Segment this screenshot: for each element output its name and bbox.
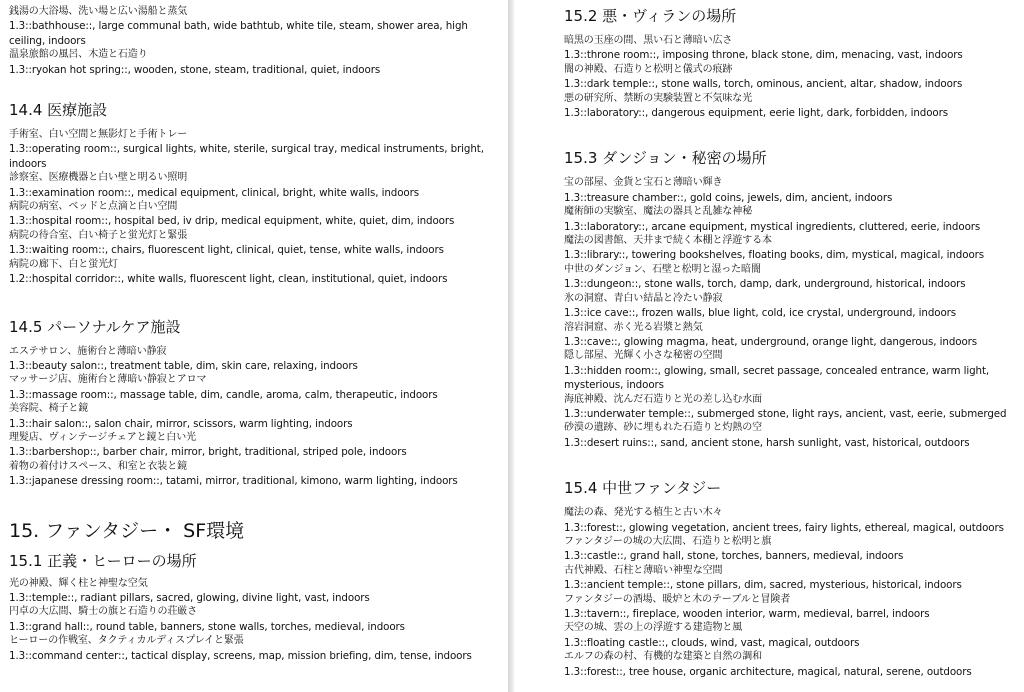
entry-ja: 病院の病室、ベッドと点滴と白い空間 [9,201,178,213]
entry-prompt: 1.3::tavern::, fireplace, wooden interior, warm, medieval, barrel, indoors [564,608,930,620]
entry-ja: 銭湯の大浴場、洗い場と広い湯船と蒸気 [9,6,188,17]
entry-ja: 診察室、医療機器と白い壁と明るい照明 [9,172,188,184]
entry-ja: ヒーローの作戦室、タクティカルディスプレイと緊張 [9,635,244,647]
entry-ja: 着物の着付けスペース、和室と衣装と鏡 [9,460,187,472]
entry-prompt: 1.3::massage room::, massage table, dim, candle, aroma, calm, therapeutic, indoors [9,388,438,401]
entry-ja: 古代神殿、石柱と薄暗い神聖な空間 [564,564,723,576]
entry-prompt: 1.3::desert ruins::, sand, ancient stone, harsh sunlight, vast, historical, outdoors [564,436,970,449]
entry-ja: 温泉旅館の風呂、木造と石造り [9,49,148,61]
section-15-4-entries [564,506,1016,679]
entry-prompt: 1.3::forest::, tree house, organic architecture, magical, natural, serene, outdoors [564,665,972,678]
entry-ja: 理髪店、ヴィンテージチェアと鏡と白い光 [9,431,196,443]
entry-ja: 魔法の森、発光する植生と古い木々 [564,507,723,519]
entry-prompt: 1.2::hospital corridor::, white walls, fluorescent light, clean, institutional, quiet, indoors [9,273,448,286]
entry-prompt: 1.3::beauty salon::, treatment table, dim, skin care, relaxing, indoors [9,359,358,372]
entry-ja: 美容院、椅子と鏡 [9,403,89,415]
section-heading-14-4: 14.4 医療施設 [9,101,108,120]
entry-prompt: 1.3::hair salon::, salon chair, mirror, scissors, warm lighting, indoors [9,417,353,430]
entry-prompt: 1.3::operating room::, surgical lights, white, sterile, surgical tray, medical instruments, bright, indoors [9,143,484,170]
entry-prompt: 1.3::examination room::, medical equipment, clinical, bright, white walls, indoors [9,186,420,199]
entry-prompt: 1.3::bathhouse::, large communal bath, wide bathtub, white tile, steam, shower area, high ceiling, indoors [9,20,468,47]
entry-prompt: 1.3::grand hall::, round table, banners, stone walls, torches, medieval, indoors [9,620,405,633]
entry-ja: 天空の城、雲の上の浮遊する建造物と風 [564,622,743,634]
entry-ja: 溶岩洞窟、赤く光る岩漿と熱気 [564,321,703,333]
entry-ja: エルフの森の村、有機的な建築と自然の調和 [564,651,762,663]
entry-prompt: 1.3::ice cave::, frozen walls, blue light, cold, ice crystal, underground, indoors [564,307,957,320]
entry-ja: 円卓の大広間、騎士の旗と石造りの荘厳さ [9,606,198,618]
entry-prompt: 1.3::waiting room::, chairs, fluorescent light, clinical, quiet, tense, white walls, indoors [9,244,444,257]
section-heading-15-1: 15.1 正義・ヒーローの場所 [9,551,197,570]
entry-ja: 手術室、白い空間と無影灯と手術トレー [9,129,188,141]
entry-prompt: 1.3::ryokan hot spring::, wooden, stone, steam, traditional, quiet, indoors [9,63,381,76]
right-page-content [564,6,1016,679]
entry-ja: 魔法の図書館、天井まで続く本棚と浮遊する本 [564,235,772,247]
entry-ja: 光の神殿、輝く柱と神聖な空気 [9,577,148,589]
left-page [0,0,508,692]
entry-prompt: 1.3::castle::, grand hall, stone, torches, banners, medieval, indoors [564,550,904,563]
entry-prompt: 1.3::forest::, glowing vegetation, ancient trees, fairy lights, ethereal, magical, outdoors [564,521,1004,534]
entry-prompt: 1.3::hidden room::, glowing, small, secret passage, concealed entrance, warm light, mysterious, indoors [564,364,990,392]
entry-ja: 病院の廊下、白と蛍光灯 [9,258,118,270]
top-entries [9,5,502,77]
entry-prompt: 1.3::dark temple::, stone walls, torch, ominous, ancient, altar, shadow, indoors [564,78,963,91]
entry-prompt: 1.3::barbershop::, barber chair, mirror, bright, traditional, striped pole, indoors [9,446,407,459]
section-heading-14-5: 14.5 パーソナルケア施設 [9,317,181,336]
entry-ja: 砂漠の遺跡、砂に埋もれた石造りと灼熱の空 [564,422,762,434]
entry-prompt: 1.3::laboratory::, dangerous equipment, eerie light, dark, forbidden, indoors [564,107,949,120]
entry-ja: 魔術師の実験室、魔法の器具と乱雑な神秘 [564,206,753,218]
entry-prompt: 1.3::hospital room::, hospital bed, iv drip, medical equipment, white, quiet, dim, indoors [9,215,455,228]
section-heading-15-2: 15.2 悪・ヴィランの場所 [564,7,737,25]
entry-prompt: 1.3::laboratory::, arcane equipment, mystical ingredients, cluttered, eerie, indoors [564,220,981,233]
entry-prompt: 1.3::library::, towering bookshelves, floating books, dim, mystical, magical, indoors [564,249,985,262]
entry-ja: ファンタジーの城の大広間、石造りと松明と旗 [564,535,772,547]
entry-prompt: 1.3::floating castle::, clouds, wind, vast, magical, outdoors [564,636,860,649]
chapter-heading-15: 15. ファンタジー・ SF環境 [9,519,245,542]
section-15-2-entries [564,34,1016,120]
section-heading-15-3: 15.3 ダンジョン・秘密の場所 [564,149,767,168]
entry-ja: 海底神殿、沈んだ石造りと光の差し込む水面 [564,393,762,405]
entry-ja: 宝の部屋、金貨と宝石と薄暗い輝き [564,177,723,189]
section-15-3-entries [564,176,1016,450]
entry-ja: 悪の研究所、禁断の実験装置と不気味な光 [564,92,753,104]
entry-prompt: 1.3::throne room::, imposing throne, black stone, dim, menacing, vast, indoors [564,49,963,62]
entry-ja: 暗黒の玉座の間、黒い石と薄暗い広さ [564,35,733,46]
entry-ja: 隠し部屋、光輝く小さな秘密の空間 [564,350,723,362]
entry-ja: 氷の洞窟、青白い結晶と冷たい静寂 [564,292,723,304]
entry-ja: エステサロン、施術台と薄暗い静寂 [9,345,167,357]
entry-prompt: 1.3::cave::, glowing magma, heat, underground, orange light, dangerous, indoors [564,335,978,348]
section-heading-15-4: 15.4 中世ファンタジー [564,479,722,498]
entry-prompt: 1.3::command center::, tactical display, screens, map, mission briefing, dim, tense, indoors [9,649,472,662]
section-14-5-entries [9,345,502,489]
entry-ja: 闇の神殿、石造りと松明と儀式の痕跡 [564,63,733,75]
section-15-1-entries [9,577,502,663]
entry-ja: マッサージ店、施術台と薄暗い静寂とアロマ [9,374,207,386]
entry-prompt: 1.3::temple::, radiant pillars, sacred, glowing, divine light, vast, indoors [9,591,370,604]
entry-prompt: 1.3::treasure chamber::, gold coins, jewels, dim, ancient, indoors [564,191,893,204]
entry-ja: 病院の待合室、白い椅子と蛍光灯と緊張 [9,229,188,241]
section-14-4-entries [9,128,502,286]
entry-ja: 中世のダンジョン、石壁と松明と湿った暗闇 [564,263,761,275]
entry-prompt: 1.3::japanese dressing room::, tatami, mirror, traditional, kimono, warm lighting, indoors [9,475,458,488]
entry-ja: ファンタジーの酒場、暖炉と木のテーブルと冒険者 [564,593,791,605]
entry-prompt: 1.3::dungeon::, stone walls, torch, damp, dark, underground, historical, indoors [564,278,966,291]
entry-prompt: 1.3::ancient temple::, stone pillars, dim, sacred, mysterious, historical, indoors [564,579,962,592]
right-page [514,0,1024,692]
entry-prompt: 1.3::underwater temple::, submerged stone, light rays, ancient, vast, eerie, submerged [564,407,1007,420]
left-page-content [9,5,502,663]
